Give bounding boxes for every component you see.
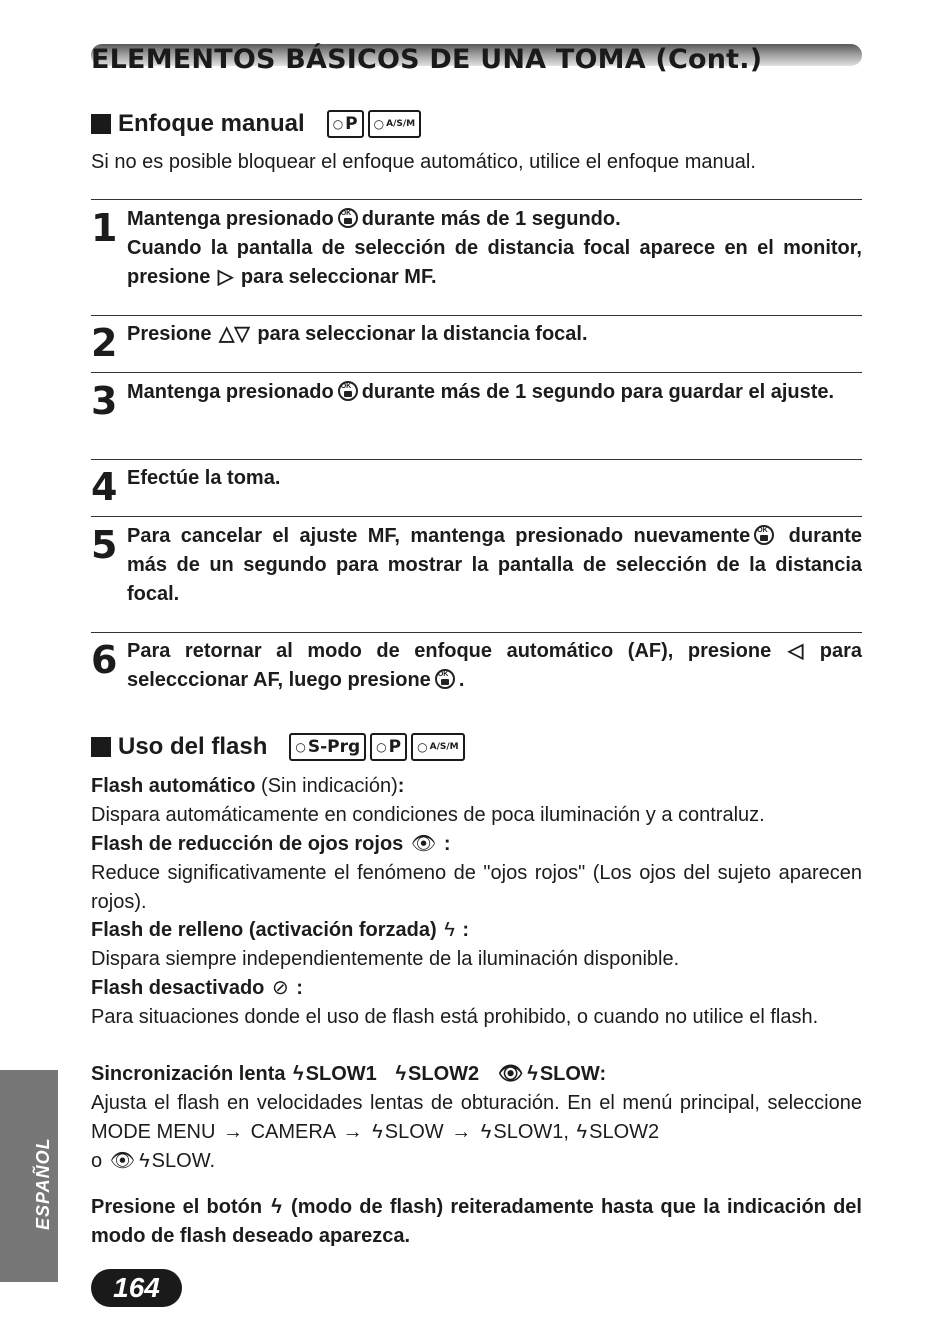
arrow-right-icon: → [342,1121,363,1143]
flash-bolt-icon: ϟ [271,1196,282,1218]
flash-bolt-icon: ϟ [527,1063,538,1085]
flash-bolt-icon: ϟ [293,1063,304,1085]
language-label: ESPAÑOL [33,1137,53,1230]
step-text: Para retornar al modo de enfoque automático (AF), presione ◁ para selecccionar AF, luego presioneOK . [127,637,862,695]
step-number: 4 [91,465,118,509]
ok-button-icon [338,381,358,401]
flash-redeye-desc: Reduce significativamente el fenómeno de "ojos rojos" (Los ojos del sujeto aparecen rojos). [91,862,862,913]
divider [91,516,862,517]
section-heading-manual-focus [91,110,421,138]
step-number: 6 [91,638,118,682]
flash-auto-desc: Dispara automáticamente en condiciones de poca iluminación y a contraluz. [91,804,765,826]
section-heading-flash [91,733,465,761]
ok-button-icon [435,669,455,689]
ok-button-icon [338,208,358,228]
flash-off-desc: Para situaciones donde el uso de flash está prohibido, o cuando no utilice el flash. [91,1006,819,1028]
step-number: 2 [91,321,118,365]
mode-icons [289,733,464,761]
eye-icon: 👁 [410,833,437,855]
ok-button-icon [754,525,774,545]
arrow-right-icon: ▷ [217,266,234,288]
flash-press-instruction: Presione el botón ϟ (modo de flash) reiteradamente hasta que la indicación del modo de flash deseado aparezca. [91,1193,862,1251]
mode-asm-icon: ○ A/S/M [411,733,464,761]
square-bullet-icon [91,114,111,134]
step-text: Mantenga presionadoOK durante más de 1 segundo. Cuando la pantalla de selección de distancia focal aparece en el monitor, presione ▷ para seleccionar MF. [127,205,862,292]
flash-bolt-icon: ϟ [480,1121,492,1143]
section-title: Enfoque manual [118,110,305,137]
eye-icon: 👁 [109,1150,136,1172]
divider [91,632,862,633]
flash-bolt-icon: ϟ [444,919,455,941]
step-text: Mantenga presionadoOK durante más de 1 segundo para guardar el ajuste. [127,378,862,407]
step-number: 1 [91,206,118,250]
step-text: Presione △▽ para seleccionar la distancia focal. [127,320,862,349]
flash-off-title: Flash desactivado ⊘ : [91,974,862,1003]
divider [91,199,862,200]
flash-auto-title: Flash automático (Sin indicación): [91,775,405,797]
flash-fill-desc: Dispara siempre independientemente de la iluminación disponible. [91,948,680,970]
mode-asm-icon: ○ A/S/M [368,110,421,138]
flash-slow-desc: Ajusta el flash en velocidades lentas de obturación. En el menú principal, seleccione MODE MENU → CAMERA → ϟ SLOW → ϟ SLOW1, ϟ SLOW2 o 👁 ϟ SLOW. [91,1089,862,1176]
step-text: Para cancelar el ajuste MF, mantenga presionado nuevamenteOK durante más de un segundo para mostrar la pantalla de selección de la distancia focal. [127,522,862,609]
arrow-up-down-icon: △▽ [219,323,250,345]
divider [91,372,862,373]
arrow-right-icon: → [223,1121,244,1143]
page-number: 164 [91,1269,182,1307]
step-number: 5 [91,523,118,567]
arrow-left-icon: ◁ [787,640,804,662]
flash-bolt-icon: ϟ [139,1150,150,1172]
flash-bolt-icon: ϟ [576,1121,588,1143]
square-bullet-icon [91,737,111,757]
mode-icons [327,110,421,138]
manual-focus-intro: Si no es posible bloquear el enfoque automático, utilice el enfoque manual. [91,151,756,173]
mode-p-icon: ○ P [370,733,407,761]
arrow-right-icon: → [451,1121,472,1143]
flash-slow-title: Sincronización lenta ϟ SLOW1 ϟ SLOW2 👁 ϟ SLOW: [91,1060,862,1089]
flash-off-icon: ⊘ [271,977,289,999]
divider [91,459,862,460]
mode-s-prg-icon: ○ S-Prg [289,733,366,761]
flash-fill-title: Flash de relleno (activación forzada) ϟ : [91,916,862,945]
step-text: Efectúe la toma. [127,467,281,489]
flash-bolt-icon: ϟ [372,1121,383,1143]
mode-p-icon: ○ P [327,110,364,138]
divider [91,315,862,316]
section-title: Uso del flash [118,733,268,760]
step-number: 3 [91,379,118,423]
eye-icon: 👁 [497,1063,524,1085]
flash-bolt-icon: ϟ [395,1063,407,1085]
page-title: ELEMENTOS BÁSICOS DE UNA TOMA (Cont.) [91,44,763,75]
flash-redeye-title: Flash de reducción de ojos rojos 👁 : [91,830,862,859]
